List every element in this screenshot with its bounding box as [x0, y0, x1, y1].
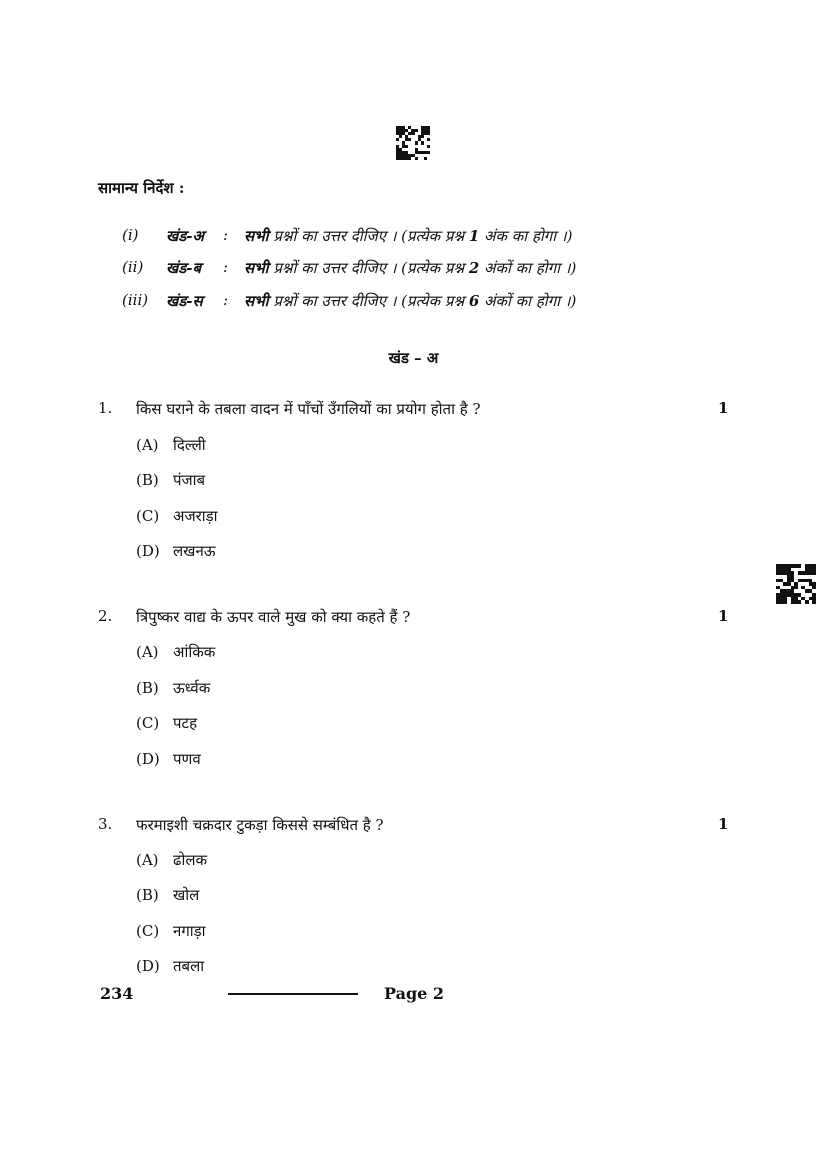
qr-code-icon — [776, 564, 816, 604]
option-item: (C) अजराड़ा — [136, 507, 218, 525]
instruction-roman: (ii) — [122, 258, 144, 276]
option-item: (B) पंजाब — [136, 471, 206, 489]
instruction-text: सभी प्रश्नों का उत्तर दीजिए । (प्रत्येक प्रश्न 2 अंकों का होगा ।) — [244, 259, 577, 277]
instruction-roman: (iii) — [122, 291, 149, 309]
footer-divider — [228, 993, 358, 995]
instruction-text: सभी प्रश्नों का उत्तर दीजिए । (प्रत्येक प्रश्न 6 अंकों का होगा ।) — [244, 292, 577, 310]
instruction-colon: : — [223, 291, 229, 309]
option-item: (D) लखनऊ — [136, 542, 216, 560]
option-item: (D) तबला — [136, 957, 205, 975]
question-number: 1. — [98, 399, 113, 417]
instruction-item — [122, 258, 722, 278]
question-text: किस घराने के तबला वादन में पाँचों उँगलियों का प्रयोग होता है ? — [136, 400, 481, 418]
option-item: (A) ढोलक — [136, 851, 208, 869]
section-title: खंड – अ — [388, 349, 439, 367]
question-number: 3. — [98, 815, 113, 833]
question-number: 2. — [98, 607, 113, 625]
option-item: (C) पटह — [136, 714, 198, 732]
instruction-section: खंड-स — [166, 292, 203, 310]
question-marks: 1 — [718, 399, 729, 417]
page-number: Page 2 — [384, 984, 445, 1003]
qr-code-icon — [396, 126, 430, 160]
question-text: त्रिपुष्कर वाद्य के ऊपर वाले मुख को क्या कहते हैं ? — [136, 608, 411, 626]
instruction-text: सभी प्रश्नों का उत्तर दीजिए । (प्रत्येक प्रश्न 1 अंक का होगा ।) — [244, 227, 573, 245]
instruction-item — [122, 291, 722, 311]
option-item: (B) ऊर्ध्वक — [136, 679, 211, 697]
instruction-section: खंड-अ — [166, 227, 204, 245]
option-item: (A) दिल्ली — [136, 436, 206, 454]
question-text: फरमाइशी चक्रदार टुकड़ा किससे सम्बंधित है ? — [136, 816, 384, 834]
option-item: (D) पणव — [136, 750, 201, 768]
instruction-colon: : — [223, 258, 229, 276]
option-item: (A) आंकिक — [136, 643, 216, 661]
option-item: (B) खोल — [136, 886, 200, 904]
option-item: (C) नगाड़ा — [136, 922, 206, 940]
instructions-heading: सामान्य निर्देश : — [98, 179, 185, 197]
question-marks: 1 — [718, 607, 729, 625]
instruction-colon: : — [223, 226, 229, 244]
question-marks: 1 — [718, 815, 729, 833]
instruction-item — [122, 226, 722, 246]
instruction-section: खंड-ब — [166, 259, 202, 277]
paper-code: 234 — [100, 984, 134, 1003]
instruction-roman: (i) — [122, 226, 139, 244]
